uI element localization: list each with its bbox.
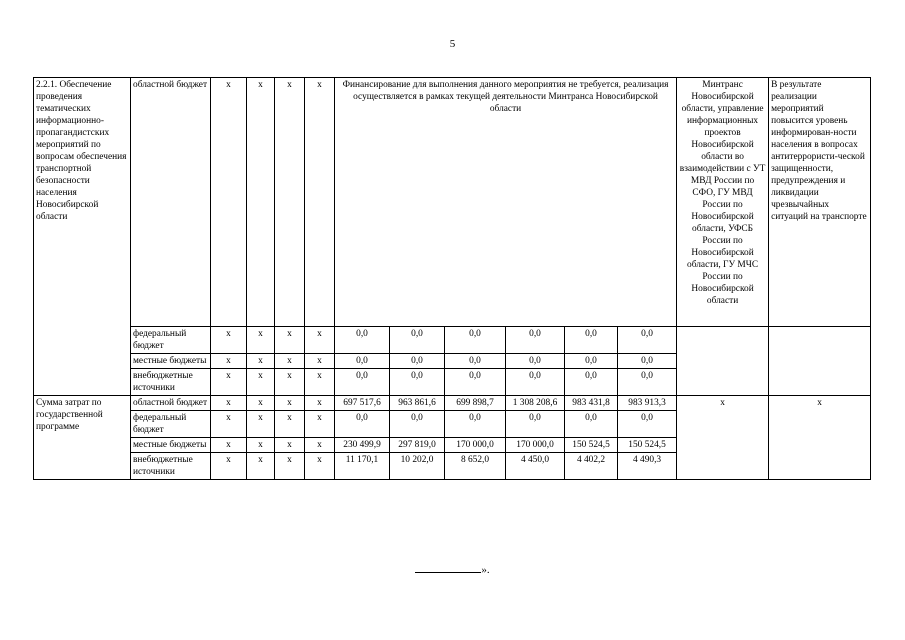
value-cell: 4 402,2 — [565, 453, 618, 480]
value-cell: 0,0 — [335, 411, 390, 438]
value-cell: 297 819,0 — [390, 438, 445, 453]
x-mark-cell: x — [305, 453, 335, 480]
value-cell: 170 000,0 — [445, 438, 506, 453]
value-cell: 11 170,1 — [335, 453, 390, 480]
x-mark-cell: x — [211, 354, 247, 369]
value-cell: 0,0 — [390, 327, 445, 354]
x-mark-cell: x — [275, 396, 305, 411]
result-empty-cell — [769, 327, 871, 396]
page-number: 5 — [449, 38, 456, 50]
value-cell: 0,0 — [506, 354, 565, 369]
x-mark-cell: x — [275, 411, 305, 438]
closing-quote: ». — [481, 564, 490, 576]
value-cell: 983 431,8 — [565, 396, 618, 411]
funding-source-cell: областной бюджет — [131, 78, 211, 327]
value-cell: 8 652,0 — [445, 453, 506, 480]
value-cell: 0,0 — [335, 327, 390, 354]
value-cell: 0,0 — [445, 327, 506, 354]
x-mark-cell: x — [247, 78, 275, 327]
executors-empty-cell — [677, 327, 769, 396]
total-executors-cell: х — [677, 396, 769, 480]
x-mark-cell: x — [247, 369, 275, 396]
value-cell: 4 490,3 — [618, 453, 677, 480]
value-cell: 0,0 — [506, 369, 565, 396]
x-mark-cell: x — [211, 411, 247, 438]
x-mark-cell: x — [247, 354, 275, 369]
funding-source-cell: федеральный бюджет — [131, 411, 211, 438]
program-funding-table — [33, 77, 871, 480]
funding-source-cell: областной бюджет — [131, 396, 211, 411]
funding-source-cell: местные бюджеты — [131, 438, 211, 453]
x-mark-cell: x — [247, 438, 275, 453]
value-cell: 0,0 — [390, 369, 445, 396]
value-cell: 10 202,0 — [390, 453, 445, 480]
value-cell: 699 898,7 — [445, 396, 506, 411]
value-cell: 0,0 — [390, 411, 445, 438]
value-cell: 4 450,0 — [506, 453, 565, 480]
value-cell: 0,0 — [618, 354, 677, 369]
x-mark-cell: x — [275, 354, 305, 369]
value-cell: 0,0 — [565, 354, 618, 369]
table-row — [34, 78, 871, 327]
value-cell: 0,0 — [565, 327, 618, 354]
value-cell: 0,0 — [335, 354, 390, 369]
x-mark-cell: x — [305, 438, 335, 453]
value-cell: 0,0 — [618, 411, 677, 438]
x-mark-cell: x — [275, 369, 305, 396]
table-row — [34, 327, 871, 354]
value-cell: 0,0 — [618, 327, 677, 354]
funding-source-cell: местные бюджеты — [131, 354, 211, 369]
value-cell: 0,0 — [445, 354, 506, 369]
value-cell: 1 308 208,6 — [506, 396, 565, 411]
closing-line — [0, 563, 905, 576]
value-cell: 0,0 — [445, 411, 506, 438]
measure-name-cell: 2.2.1. Обеспечение проведения тематических информационно-пропагандистских мероприятий по вопросам обеспечения транспортной безопасности населения Новосибирской области — [34, 78, 131, 396]
x-mark-cell: x — [275, 453, 305, 480]
x-mark-cell: x — [247, 453, 275, 480]
x-mark-cell: x — [305, 327, 335, 354]
x-mark-cell: x — [305, 369, 335, 396]
x-mark-cell: x — [275, 438, 305, 453]
value-cell: 697 517,6 — [335, 396, 390, 411]
x-mark-cell: x — [211, 369, 247, 396]
x-mark-cell: x — [211, 327, 247, 354]
x-mark-cell: x — [211, 438, 247, 453]
result-cell: В результате реализации мероприятий повысится уровень информирован-ности населения в вопросах антитеррористи-ческой защищенности, предупреждения и ликвидации чрезвычайных ситуаций на транспорте — [769, 78, 871, 327]
x-mark-cell: x — [305, 396, 335, 411]
x-mark-cell: x — [211, 78, 247, 327]
x-mark-cell: x — [275, 327, 305, 354]
value-cell: 0,0 — [390, 354, 445, 369]
value-cell: 150 524,5 — [618, 438, 677, 453]
total-result-cell: х — [769, 396, 871, 480]
funding-note-cell: Финансирование для выполнения данного мероприятия не требуется, реализация осуществляется в рамках текущей деятельности Минтранса Новосибирской области — [335, 78, 677, 327]
funding-source-cell: федеральный бюджет — [131, 327, 211, 354]
value-cell: 0,0 — [506, 327, 565, 354]
total-name-cell: Сумма затрат по государственной программе — [34, 396, 131, 480]
value-cell: 0,0 — [445, 369, 506, 396]
value-cell: 170 000,0 — [506, 438, 565, 453]
x-mark-cell: x — [211, 453, 247, 480]
value-cell: 963 861,6 — [390, 396, 445, 411]
x-mark-cell: x — [211, 396, 247, 411]
x-mark-cell: x — [305, 354, 335, 369]
value-cell: 230 499,9 — [335, 438, 390, 453]
signature-line — [415, 563, 481, 573]
value-cell: 0,0 — [565, 411, 618, 438]
x-mark-cell: x — [305, 78, 335, 327]
x-mark-cell: x — [247, 327, 275, 354]
x-mark-cell: x — [247, 396, 275, 411]
value-cell: 0,0 — [618, 369, 677, 396]
funding-source-cell: внебюджетные источники — [131, 369, 211, 396]
x-mark-cell: x — [305, 411, 335, 438]
x-mark-cell: x — [247, 411, 275, 438]
executors-cell: Минтранс Новосибирской области, управление информационных проектов Новосибирской области во взаимодействии с УТ МВД России по СФО, ГУ МВД России по Новосибирской области, УФСБ России по Новосибирской области, ГУ МЧС России по Новосибирской области — [677, 78, 769, 327]
value-cell: 0,0 — [565, 369, 618, 396]
value-cell: 0,0 — [506, 411, 565, 438]
x-mark-cell: x — [275, 78, 305, 327]
value-cell: 983 913,3 — [618, 396, 677, 411]
table-row — [34, 396, 871, 411]
value-cell: 0,0 — [335, 369, 390, 396]
value-cell: 150 524,5 — [565, 438, 618, 453]
funding-source-cell: внебюджетные источники — [131, 453, 211, 480]
